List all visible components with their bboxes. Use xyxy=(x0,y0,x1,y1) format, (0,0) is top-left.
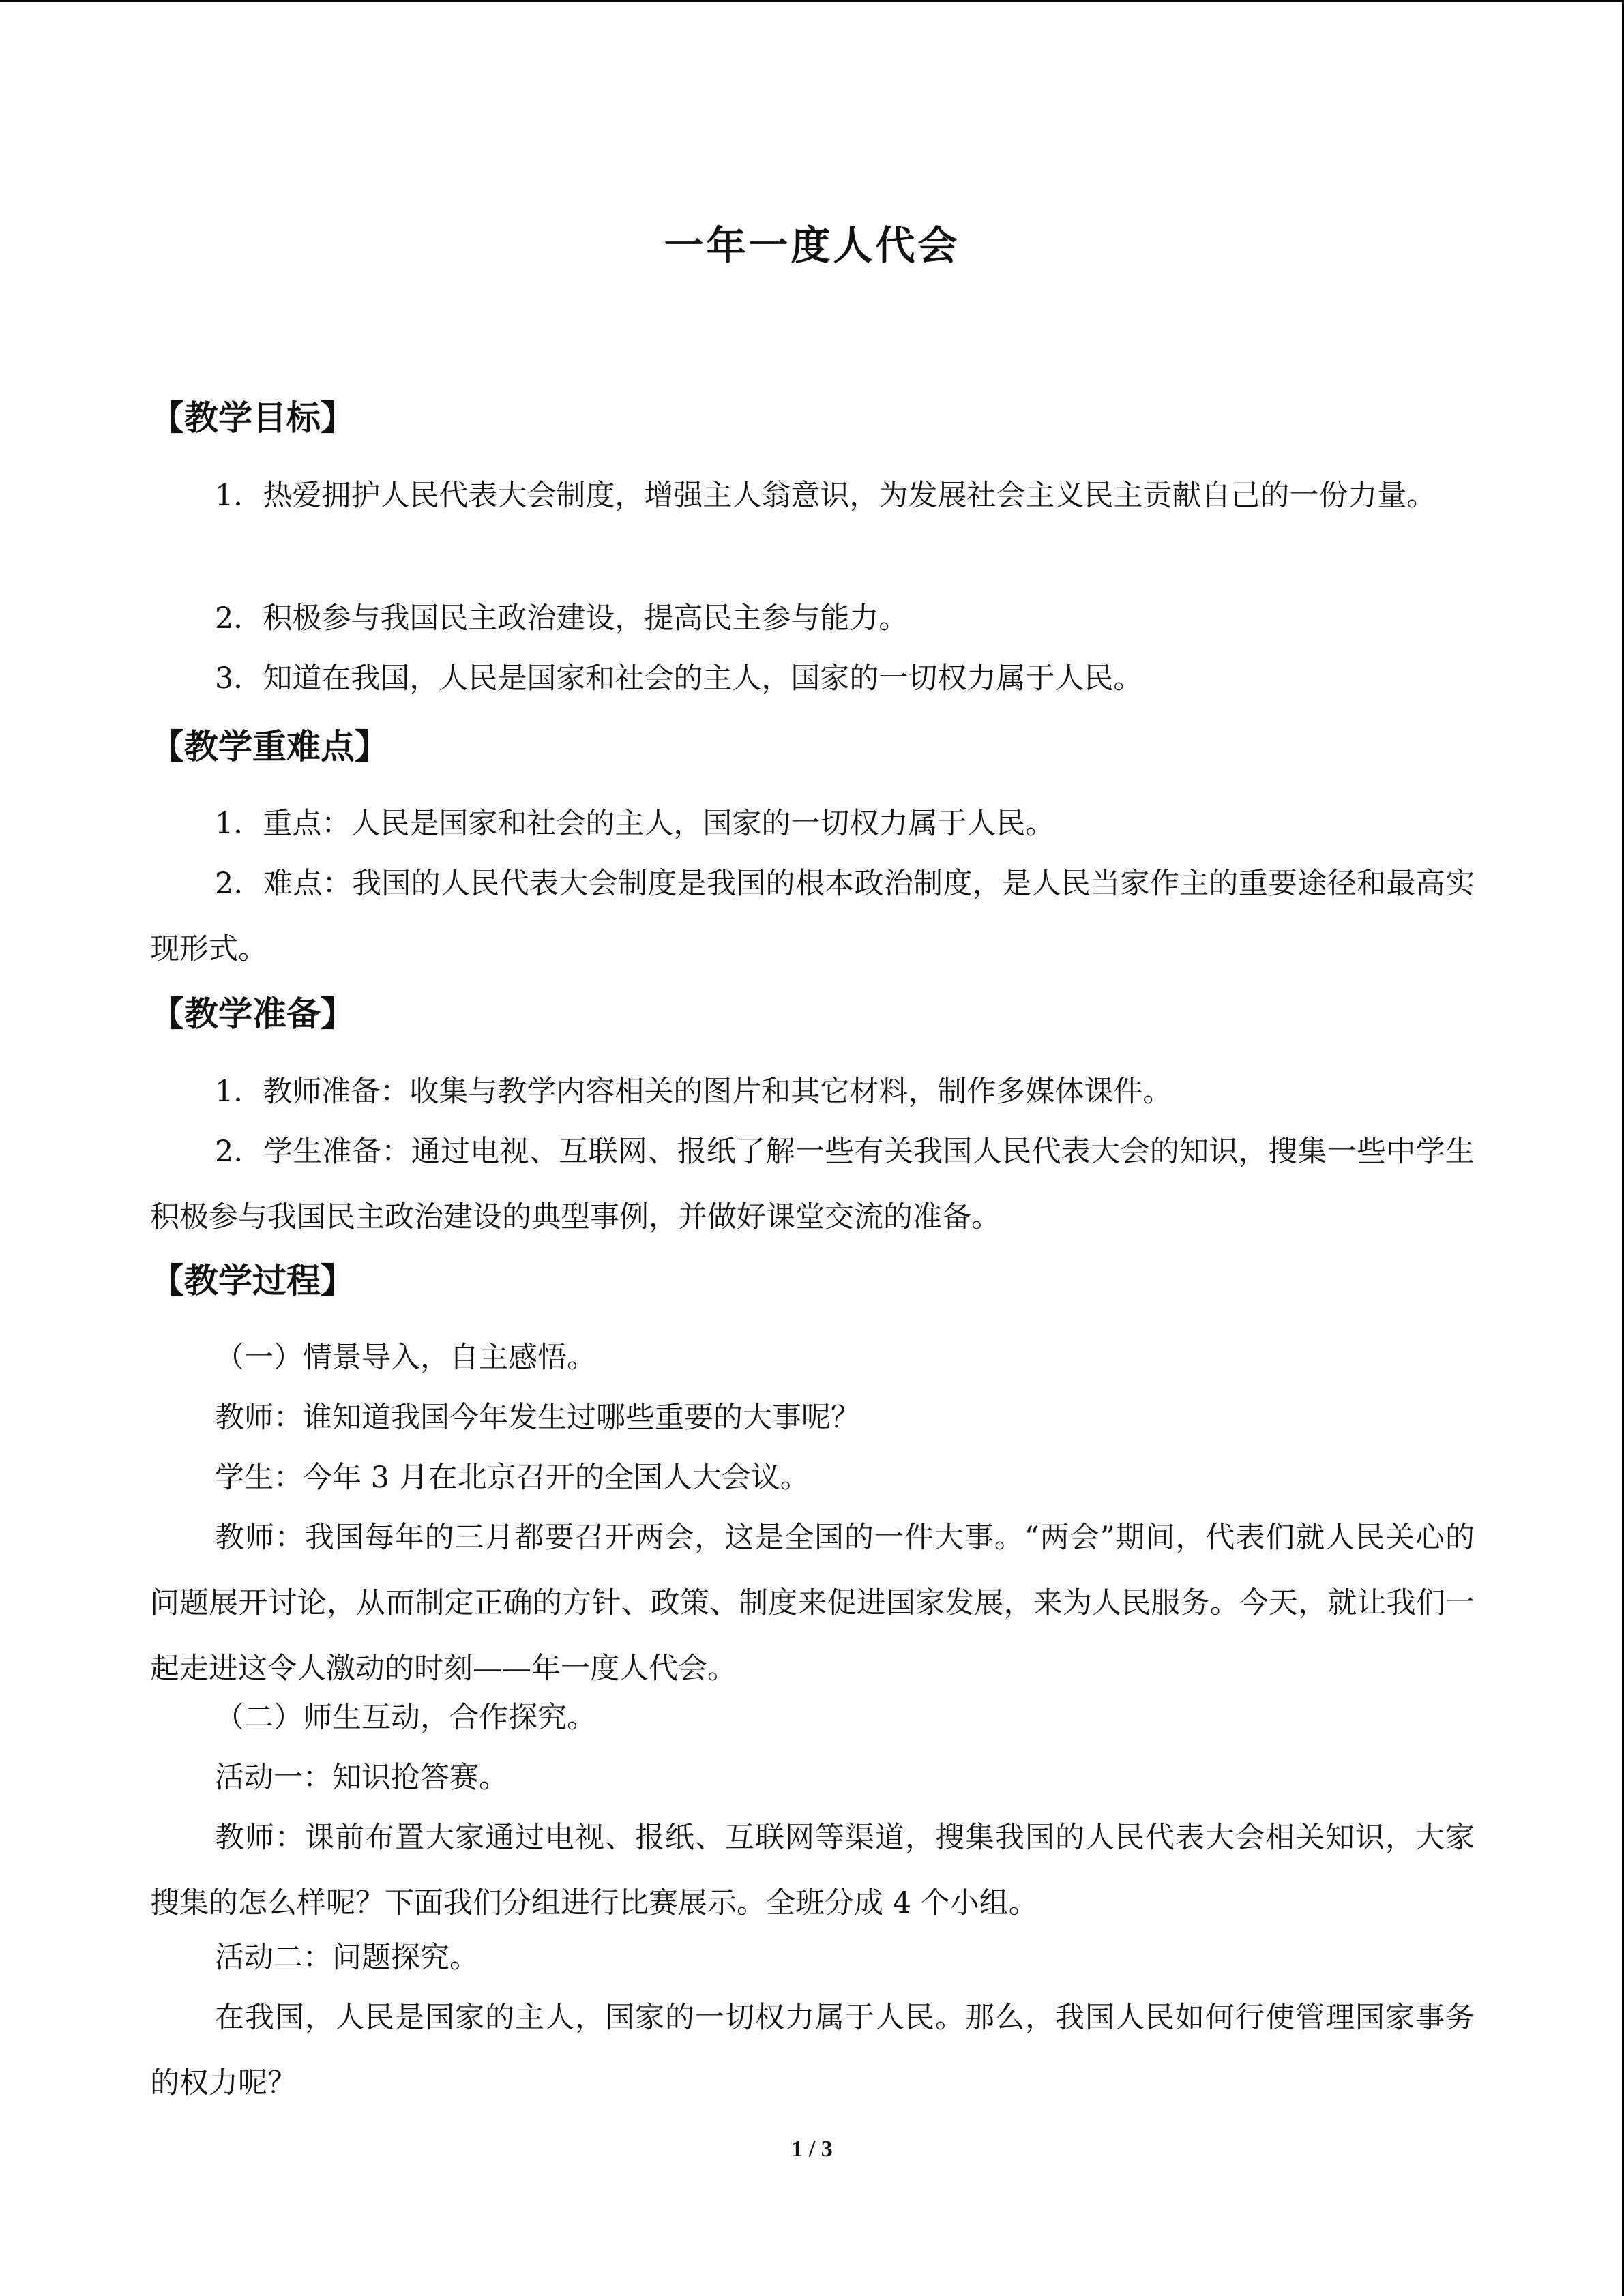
goals-item-3: 3．知道在我国，人民是国家和社会的主人，国家的一切权力属于人民。 xyxy=(215,661,1143,696)
process-item-2: 教师：谁知道我国今年发生过哪些重要的大事呢？ xyxy=(215,1401,860,1435)
document-title: 一年一度人代会 xyxy=(664,222,960,269)
process-item-6: 活动一：知识抢答赛。 xyxy=(215,1761,508,1795)
process-item-9: 在我国，人民是国家的主人，国家的一切权力属于人民。那么，我国人民如何行使管理国家事务的权力呢？ xyxy=(150,2001,1475,2100)
key-points-item-1: 1．重点：人民是国家和社会的主人，国家的一切权力属于人民。 xyxy=(215,807,1055,841)
process-item-1: （一）情景导入，自主感悟。 xyxy=(215,1341,596,1375)
section-heading-process: 【教学过程】 xyxy=(150,1261,355,1300)
goals-item-1: 1．热爱拥护人民代表大会制度，增强主人翁意识，为发展社会主义民主贡献自己的一份力量。 xyxy=(215,479,1436,513)
key-points-item-2: 2．难点：我国的人民代表大会制度是我国的根本政治制度，是人民当家作主的重要途径和最高实现形式。 xyxy=(150,867,1475,966)
process-item-5: （二）师生互动，合作探究。 xyxy=(215,1701,596,1735)
process-item-4: 教师：我国每年的三月都要召开两会，这是全国的一件大事。“两会”期间，代表们就人民关心的问题展开讨论，从而制定正确的方针、政策、制度来促进国家发展，来为人民服务。今天，就让我们一起走进这令人激动的时刻——年一度人代会。 xyxy=(150,1521,1475,1686)
preparation-item-1: 1．教师准备：收集与教学内容相关的图片和其它材料，制作多媒体课件。 xyxy=(215,1075,1172,1109)
section-heading-key-points: 【教学重难点】 xyxy=(150,727,389,766)
process-item-8: 活动二：问题探究。 xyxy=(215,1941,479,1975)
preparation-item-2: 2．学生准备：通过电视、互联网、报纸了解一些有关我国人民代表大会的知识，搜集一些中学生积极参与我国民主政治建设的典型事例，并做好课堂交流的准备。 xyxy=(150,1135,1475,1234)
goals-item-2: 2．积极参与我国民主政治建设，提高民主参与能力。 xyxy=(215,601,909,636)
process-item-3: 学生：今年 3 月在北京召开的全国人大会议。 xyxy=(215,1461,810,1495)
process-item-7: 教师：课前布置大家通过电视、报纸、互联网等渠道，搜集我国的人民代表大会相关知识，大家搜集的怎么样呢？下面我们分组进行比赛展示。全班分成 4 个小组。 xyxy=(150,1821,1475,1920)
section-heading-goals: 【教学目标】 xyxy=(150,398,355,438)
page-number: 1 / 3 xyxy=(791,2136,833,2162)
section-heading-preparation: 【教学准备】 xyxy=(150,994,355,1034)
